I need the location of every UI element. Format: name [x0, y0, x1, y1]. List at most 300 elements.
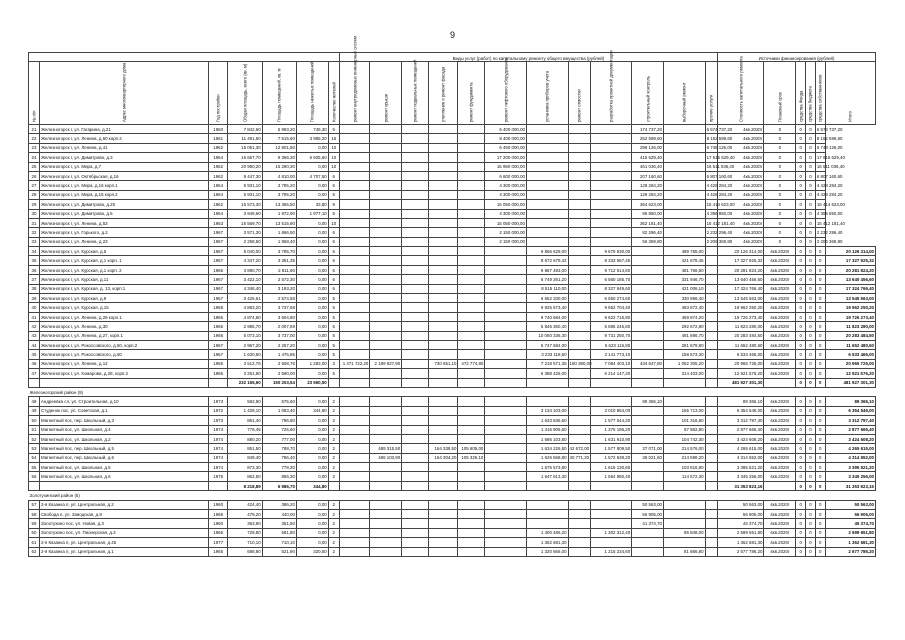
table-cell: 0: [806, 434, 816, 443]
address-cell: Железногорск г, ул. Ленина, д.23: [40, 237, 209, 246]
table-cell: [705, 416, 717, 425]
table-cell: 3 737,00: [262, 331, 296, 340]
table-cell: [590, 397, 632, 406]
table-cell: 96 850,00: [632, 209, 664, 218]
table-cell: [402, 218, 429, 227]
table-cell: [339, 284, 370, 293]
table-cell: 4кв.2020г: [764, 256, 796, 265]
table-cell: [568, 538, 590, 547]
table-cell: 1967: [208, 284, 228, 293]
table-cell: [429, 181, 458, 190]
table-row: [29, 143, 876, 152]
table-cell: 0,00: [296, 416, 328, 425]
table-cell: 5 040,00: [228, 247, 262, 256]
table-cell: [429, 237, 458, 246]
table-cell: [526, 162, 568, 171]
table-cell: 4кв.2020г: [764, 350, 796, 359]
table-cell: 5: [328, 303, 339, 312]
column-header-label: ремонт крыши: [383, 93, 389, 122]
address-cell: Железногорск г, ул. Курская, д. 13, корп.1: [40, 284, 209, 293]
table-cell: [370, 153, 402, 162]
table-cell: 472 774,80: [458, 359, 485, 368]
table-cell: 4 314 652,00: [717, 453, 763, 462]
table-cell: [458, 265, 485, 274]
table-cell: 1967: [208, 275, 228, 284]
table-cell: 8 672 679,42: [526, 256, 568, 265]
table-cell: 7 218 571,35: [526, 359, 568, 368]
table-cell: [590, 134, 632, 143]
table-cell: 4кв.2020г: [764, 303, 796, 312]
table-cell: 0,00: [296, 538, 328, 547]
table-cell: [663, 538, 705, 547]
address-cell: Железногорск г, ул. Ленина, д.27, корп.1: [40, 331, 209, 340]
table-cell: [458, 162, 485, 171]
table-cell: 87 582,80: [663, 425, 705, 434]
table-cell: [370, 519, 402, 528]
table-cell: [402, 171, 429, 180]
table-cell: 2 590,00: [262, 369, 296, 378]
table-cell: 53: [29, 444, 40, 453]
table-cell: [526, 134, 568, 143]
table-cell: [402, 397, 429, 406]
table-cell: [458, 153, 485, 162]
table-cell: 4кв.2020г: [764, 519, 796, 528]
table-cell: [339, 275, 370, 284]
table-cell: 15: [328, 134, 339, 143]
address-cell: Магнитный пос, ул. Школьная, д.4: [40, 425, 209, 434]
table-cell: 2: [328, 416, 339, 425]
table-cell: 1 572 638,20: [590, 453, 632, 462]
table-cell: [458, 303, 485, 312]
table-cell: 0: [796, 500, 806, 509]
column-header-label: Площадь нежилых помещений: [309, 61, 315, 122]
table-cell: 81 886,80: [663, 547, 705, 556]
table-cell: [632, 350, 664, 359]
table-cell: 779,30: [262, 463, 296, 472]
table-cell: [632, 294, 664, 303]
table-cell: 252 599,60: [632, 134, 664, 143]
table-cell: 6: [328, 284, 339, 293]
table-cell: 4кв.2020г: [764, 528, 796, 537]
table-cell: [429, 218, 458, 227]
table-cell: 1 320 666,00: [526, 547, 568, 556]
table-cell: 0,00: [296, 500, 328, 509]
table-row: [29, 284, 876, 293]
table-cell: 725,60: [262, 425, 296, 434]
table-cell: 344,80: [296, 481, 328, 490]
table-cell: 2: [328, 406, 339, 415]
table-cell: 20 281 824,20: [717, 265, 763, 274]
table-cell: 0,00: [296, 228, 328, 237]
table-cell: [568, 463, 590, 472]
table-cell: 6: [328, 181, 339, 190]
table-cell: 1977: [208, 538, 228, 547]
table-cell: 4кв.2020г: [764, 265, 796, 274]
table-cell: [632, 247, 664, 256]
table-cell: [458, 481, 485, 490]
table-cell: 4кв.2020г: [717, 190, 763, 199]
table-cell: 9 652 704,40: [590, 303, 632, 312]
table-cell: 7 842,60: [228, 125, 262, 134]
table-cell: [429, 331, 458, 340]
table-cell: 0: [815, 406, 825, 415]
table-cell: 8 327 649,60: [590, 284, 632, 293]
table-cell: 0: [796, 200, 806, 209]
table-cell: [328, 481, 339, 490]
address-cell: Железногорск г, ул. Курская, д.15: [40, 303, 209, 312]
table-cell: 0: [806, 340, 816, 349]
table-cell: 0: [764, 181, 796, 190]
table-cell: [402, 528, 429, 537]
table-cell: [663, 153, 705, 162]
table-cell: 1 375 196,20: [590, 425, 632, 434]
table-cell: [485, 500, 527, 509]
table-cell: 2: [328, 444, 339, 453]
table-cell: 0: [806, 171, 816, 180]
table-cell: 6 986,70: [262, 481, 296, 490]
table-cell: [339, 416, 370, 425]
table-cell: 1974: [208, 434, 228, 443]
table-cell: 9: [328, 200, 339, 209]
table-cell: 0: [806, 190, 816, 199]
table-cell: 849,40: [228, 453, 262, 462]
table-cell: 364 623,00: [632, 200, 664, 209]
table-cell: 47: [29, 369, 40, 378]
table-cell: [590, 510, 632, 519]
table-cell: 1 428,10: [228, 406, 262, 415]
address-cell: Железногорск г, ул. Димитрова, д.25: [40, 200, 209, 209]
table-cell: [632, 378, 664, 387]
table-cell: [705, 528, 717, 537]
table-cell: 4 874,60: [228, 312, 262, 321]
repair-program-table: [28, 36, 876, 557]
table-cell: 0: [764, 218, 796, 227]
table-cell: 5 623 116,80: [590, 340, 632, 349]
address-cell: Железногорск г, ул. Курская, д.5: [40, 247, 209, 256]
table-cell: 15 412 181,40: [815, 218, 825, 227]
table-cell: 44: [29, 340, 40, 349]
table-cell: [370, 171, 402, 180]
table-cell: 35: [29, 256, 40, 265]
table-cell: [402, 162, 429, 171]
table-cell: [485, 510, 527, 519]
table-cell: 6 354 546,00: [717, 406, 763, 415]
table-cell: [705, 275, 717, 284]
table-cell: 2: [328, 453, 339, 462]
table-cell: [590, 378, 632, 387]
table-cell: 105 605,00: [458, 444, 485, 453]
table-cell: 57: [29, 500, 40, 509]
table-cell: 165 713,00: [663, 406, 705, 415]
table-cell: [370, 247, 402, 256]
table-cell: 56: [29, 472, 40, 481]
table-cell: 23 560,50: [296, 378, 328, 387]
table-cell: 0: [815, 538, 825, 547]
table-cell: [485, 247, 527, 256]
table-cell: [568, 171, 590, 180]
table-cell: 1 633 836,60: [526, 416, 568, 425]
table-cell: 0: [815, 322, 825, 331]
table-cell: 20 950,20: [228, 162, 262, 171]
table-cell: [370, 143, 402, 152]
table-cell: 150 203,54: [262, 378, 296, 387]
table-cell: [632, 275, 664, 284]
table-cell: [632, 312, 664, 321]
table-cell: [705, 359, 717, 368]
table-cell: 0: [796, 312, 806, 321]
table-cell: 2: [328, 528, 339, 537]
table-cell: [339, 444, 370, 453]
table-cell: 1967: [208, 256, 228, 265]
table-cell: 21: [29, 125, 40, 134]
table-cell: 1 577 809,50: [590, 444, 632, 453]
table-cell: 13 640 456,60: [825, 275, 875, 284]
table-cell: [590, 171, 632, 180]
table-cell: [485, 444, 527, 453]
table-cell: 4кв.2020г: [764, 453, 796, 462]
table-cell: [705, 284, 717, 293]
column-header: [590, 50, 632, 125]
table-cell: 1961: [208, 134, 228, 143]
table-cell: 0,00: [296, 181, 328, 190]
table-cell: 1967: [208, 294, 228, 303]
table-cell: 0: [806, 143, 816, 152]
table-cell: [402, 256, 429, 265]
table-cell: [458, 247, 485, 256]
table-cell: 0: [806, 472, 816, 481]
table-cell: 4 265 615,00: [717, 444, 763, 453]
table-cell: [370, 228, 402, 237]
table-cell: [370, 275, 402, 284]
table-cell: [590, 209, 632, 218]
table-cell: [370, 528, 402, 537]
table-cell: [590, 481, 632, 490]
address-cell: Студенок пос, ул. Советская, д.1: [40, 406, 209, 415]
table-cell: [429, 171, 458, 180]
table-cell: [402, 303, 429, 312]
table-row: [29, 434, 876, 443]
table-cell: 0,00: [296, 237, 328, 246]
column-header: [40, 62, 209, 125]
table-cell: [632, 416, 664, 425]
table-cell: 0: [796, 378, 806, 387]
table-cell: [458, 125, 485, 134]
table-cell: 0,00: [296, 331, 328, 340]
table-cell: [632, 547, 664, 556]
column-header-label: Плановый срок: [777, 92, 783, 122]
table-cell: [429, 481, 458, 490]
table-cell: [370, 406, 402, 415]
column-header-label: Количество жителей: [331, 82, 337, 122]
table-cell: [485, 294, 527, 303]
table-cell: 8 333 567,45: [590, 256, 632, 265]
table-cell: 0: [815, 312, 825, 321]
table-cell: 0,00: [296, 369, 328, 378]
table-cell: [402, 463, 429, 472]
table-cell: [663, 143, 705, 152]
table-cell: 0,00: [296, 463, 328, 472]
table-cell: 40: [29, 303, 40, 312]
table-cell: 11 652 480,60: [825, 340, 875, 349]
table-cell: [458, 528, 485, 537]
table-cell: [590, 162, 632, 171]
table-cell: 15 950 000,00: [485, 162, 527, 171]
table-cell: 0: [796, 538, 806, 547]
table-cell: [429, 472, 458, 481]
table-cell: [485, 463, 527, 472]
table-cell: [568, 416, 590, 425]
table-cell: 103 816,80: [663, 463, 705, 472]
table-cell: 5: [328, 340, 339, 349]
table-cell: [568, 369, 590, 378]
table-cell: 0: [796, 340, 806, 349]
table-cell: 3 424 608,20: [717, 434, 763, 443]
table-cell: 56 905,00: [717, 510, 763, 519]
table-cell: [590, 181, 632, 190]
table-cell: 281 679,80: [663, 340, 705, 349]
table-cell: 4 707,50: [296, 171, 328, 180]
table-row: [29, 453, 876, 462]
table-cell: 4 300 000,00: [485, 190, 527, 199]
table-cell: [339, 209, 370, 218]
table-cell: [339, 200, 370, 209]
table-cell: 1975: [208, 472, 228, 481]
table-cell: 6 214 147,20: [590, 369, 632, 378]
table-cell: 0: [796, 228, 806, 237]
table-cell: [568, 237, 590, 246]
table-cell: 45 374,70: [825, 519, 875, 528]
table-cell: [429, 547, 458, 556]
table-cell: 0: [815, 434, 825, 443]
table-cell: 15 051,30: [228, 143, 262, 152]
table-cell: 1960: [208, 519, 228, 528]
table-cell: 3: [328, 359, 339, 368]
table-cell: [485, 256, 527, 265]
table-row: [29, 265, 876, 274]
table-cell: 1 675 573,80: [526, 463, 568, 472]
table-cell: [705, 510, 717, 519]
column-header: [764, 62, 796, 125]
table-cell: 7 084 403,10: [590, 359, 632, 368]
table-cell: [526, 378, 568, 387]
table-cell: [328, 378, 339, 387]
table-cell: 3 251,90: [228, 369, 262, 378]
table-cell: [485, 369, 527, 378]
table-cell: 2: [328, 472, 339, 481]
column-header-label: утепление и ремонт фасада: [440, 66, 446, 122]
subtotal-row: [29, 378, 876, 387]
table-cell: 3 795,20: [262, 181, 296, 190]
table-cell: 3 424 608,20: [825, 434, 875, 443]
table-cell: [526, 481, 568, 490]
table-cell: 1 052 305,20: [663, 359, 705, 368]
table-cell: 4 348,40: [228, 284, 262, 293]
table-cell: [339, 125, 370, 134]
table-cell: 232 165,60: [228, 378, 262, 387]
table-cell: 50 563,00: [632, 500, 664, 509]
table-cell: [339, 237, 370, 246]
table-cell: 9 825 673,40: [526, 303, 568, 312]
table-cell: [764, 481, 796, 490]
table-cell: [632, 538, 664, 547]
table-cell: [402, 453, 429, 462]
page-number: 9: [449, 30, 455, 40]
table-cell: [485, 547, 527, 556]
table-cell: 9 366,30: [262, 153, 296, 162]
table-row: [29, 359, 876, 368]
table-cell: 851,50: [228, 444, 262, 453]
column-header: [262, 62, 296, 125]
table-cell: [339, 397, 370, 406]
table-cell: 4кв.2020г: [764, 463, 796, 472]
table-cell: 2 967,20: [228, 340, 262, 349]
table-cell: 1967: [208, 350, 228, 359]
table-cell: 481 766,60: [663, 265, 705, 274]
table-cell: 16 511 036,40: [705, 162, 717, 171]
table-cell: 6: [328, 247, 339, 256]
table-cell: [429, 200, 458, 209]
table-row: [29, 228, 876, 237]
table-cell: [568, 331, 590, 340]
table-cell: [705, 472, 717, 481]
table-cell: 1966: [208, 322, 228, 331]
table-cell: 56 369,80: [632, 237, 664, 246]
table-cell: 11 491,60: [228, 134, 262, 143]
address-cell: Железногорск г, ул. Ленина, д.30: [40, 322, 209, 331]
table-cell: 0: [796, 125, 806, 134]
column-header-label: средства бюджета: [807, 86, 813, 122]
table-cell: 0: [806, 500, 816, 509]
table-cell: [632, 265, 664, 274]
table-cell: [429, 143, 458, 152]
table-cell: [485, 416, 527, 425]
table-cell: [370, 481, 402, 490]
column-header: [796, 62, 806, 125]
table-cell: [339, 472, 370, 481]
column-header-label: Общая площадь, всего (кв. м): [242, 63, 248, 122]
address-cell: [40, 378, 209, 387]
table-cell: [402, 519, 429, 528]
table-cell: 10: [328, 162, 339, 171]
table-cell: 11 823 280,00: [717, 322, 763, 331]
table-cell: [402, 481, 429, 490]
table-cell: [526, 519, 568, 528]
table-cell: [429, 284, 458, 293]
table-cell: 0: [806, 162, 816, 171]
table-cell: [429, 190, 458, 199]
table-cell: [370, 350, 402, 359]
table-cell: 56 905,00: [632, 510, 664, 519]
table-cell: 2: [328, 425, 339, 434]
table-cell: 4 396 850,00: [815, 209, 825, 218]
table-cell: 3 890,70: [228, 265, 262, 274]
column-header: [806, 62, 816, 125]
table-cell: [429, 247, 458, 256]
table-cell: 0: [806, 228, 816, 237]
table-cell: [402, 416, 429, 425]
table-cell: 0: [764, 237, 796, 246]
table-cell: 6 560 274,60: [590, 294, 632, 303]
table-cell: [705, 322, 717, 331]
table-cell: [429, 538, 458, 547]
table-cell: 4кв.2020г: [717, 181, 763, 190]
table-cell: [339, 162, 370, 171]
table-cell: 0,00: [296, 190, 328, 199]
table-cell: [458, 350, 485, 359]
table-cell: 0: [796, 350, 806, 359]
table-cell: [568, 162, 590, 171]
table-row: [29, 547, 876, 556]
